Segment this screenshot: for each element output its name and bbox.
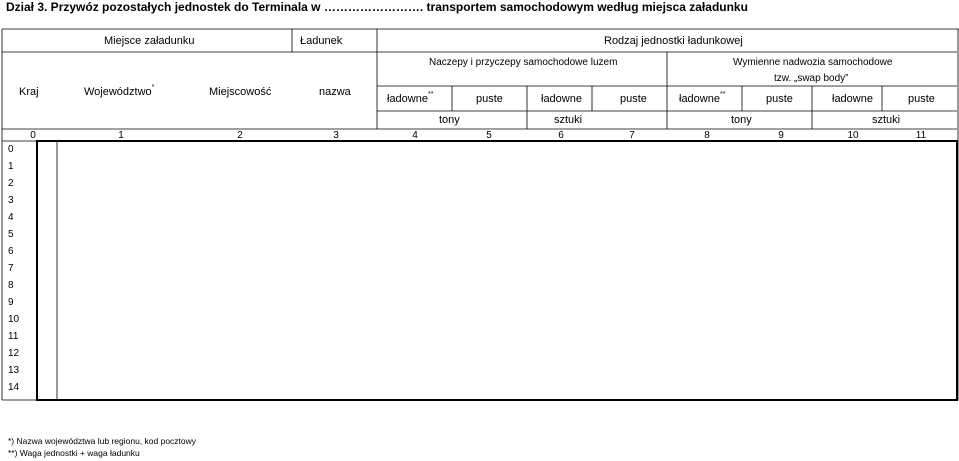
row-number: 7: [8, 263, 14, 274]
column-number: 0: [30, 130, 36, 141]
header-puste-2: puste: [620, 93, 647, 105]
row-number: 4: [8, 212, 14, 223]
row-number: 3: [8, 195, 14, 206]
row-number: 8: [8, 280, 14, 291]
column-number: 4: [412, 130, 418, 141]
header-sztuki-1: sztuki: [554, 114, 583, 126]
header-tony-2: tony: [731, 114, 752, 126]
header-miejsce-zaladunku: Miejsce załadunku: [104, 35, 195, 47]
row-number: 0: [8, 144, 14, 155]
header-naczepy: Naczepy i przyczepy samochodowe luzem: [429, 57, 618, 68]
row-number: 5: [8, 229, 14, 240]
header-ladunek: Ładunek: [300, 35, 343, 47]
header-kraj: Kraj: [19, 86, 39, 98]
row-number: 6: [8, 246, 14, 257]
row-number: 14: [8, 382, 20, 393]
header-tony-1: tony: [439, 114, 460, 126]
header-sztuki-2: sztuki: [872, 114, 901, 126]
column-number: 7: [629, 130, 635, 141]
header-puste-1: puste: [476, 93, 503, 105]
row-number: 11: [8, 331, 19, 342]
header-puste-4: puste: [908, 93, 935, 105]
footnote-mark: *: [151, 84, 155, 91]
column-number: 2: [237, 130, 243, 141]
header-miejscowosc: Miejscowość: [209, 86, 272, 98]
column-number: 1: [118, 130, 124, 141]
column-number: 10: [847, 130, 859, 141]
header-puste-3: puste: [766, 93, 793, 105]
column-number: 5: [486, 130, 492, 141]
header-rodzaj-jednostki: Rodzaj jednostki ładunkowej: [604, 35, 743, 47]
header-ladowne-2: ładowne: [541, 93, 582, 105]
row-number: 12: [8, 348, 20, 359]
column-number: 8: [704, 130, 710, 141]
row-number: 2: [8, 178, 14, 189]
footnote-1: *) Nazwa województwa lub regionu, kod pocztowy: [8, 436, 197, 446]
header-ladowne-1: ładowne**: [387, 91, 434, 105]
column-number: 3: [333, 130, 339, 141]
column-number: 11: [915, 130, 927, 141]
column-number: 6: [558, 130, 564, 141]
header-ladowne-3: ładowne**: [679, 91, 726, 105]
row-number: 9: [8, 297, 14, 308]
header-wymienne-line2: tzw. „swap body”: [774, 73, 849, 84]
row-number: 1: [8, 161, 14, 172]
row-number: 10: [8, 314, 20, 325]
row-number: 13: [8, 365, 20, 376]
header-wymienne-line1: Wymienne nadwozia samochodowe: [733, 57, 893, 68]
footnote-2: **) Waga jednostki + waga ładunku: [8, 448, 140, 458]
header-wojewodztwo: Województwo*: [84, 84, 155, 98]
header-nazwa: nazwa: [319, 86, 351, 98]
header-ladowne-4: ładowne: [832, 93, 873, 105]
page-title: Dział 3. Przywóz pozostałych jednostek do Terminala w ……………………. transportem samochodowym według miejsca załadunku: [6, 0, 748, 14]
column-number: 9: [778, 130, 784, 141]
